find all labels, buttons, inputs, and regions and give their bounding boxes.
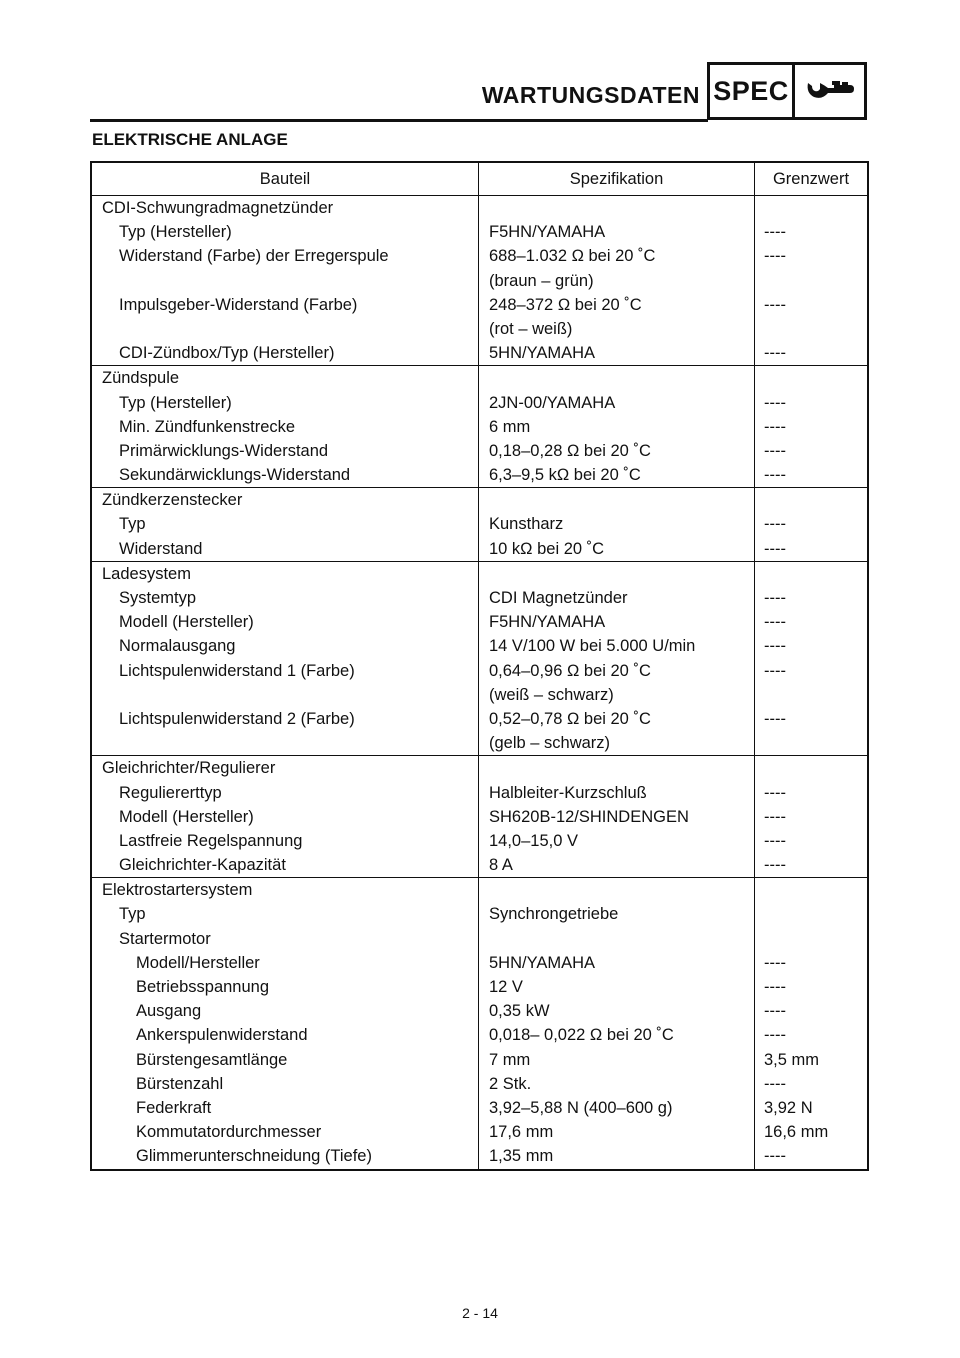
part-cell: Primärwicklungs-Widerstand <box>119 441 329 460</box>
part-cell: CDI-Zündbox/Typ (Hersteller) <box>119 344 335 363</box>
limit-cell: ---- <box>764 953 786 972</box>
part-cell: Betriebsspannung <box>136 978 270 996</box>
limit-cell: ---- <box>764 1026 786 1045</box>
spec-table <box>90 161 869 1171</box>
limit-cell: ---- <box>764 978 786 996</box>
limit-column <box>755 488 867 561</box>
limit-cell: ---- <box>764 344 786 363</box>
limit-cell: ---- <box>764 515 786 534</box>
limit-cell <box>755 317 867 341</box>
column-header-part: Bauteil <box>92 163 479 195</box>
part-cell: Typ (Hersteller) <box>119 393 232 412</box>
header-rule <box>90 119 708 122</box>
part-cell: Ankerspulenwiderstand <box>136 1026 308 1045</box>
limit-column <box>755 878 867 1168</box>
part-cell: Kommutatordurchmesser <box>136 1123 322 1142</box>
page-number: 2 - 14 <box>462 1305 498 1321</box>
part-cell: Startermotor <box>119 929 211 948</box>
spec-cell: (gelb – schwarz) <box>489 734 611 753</box>
spec-cell: (weiß – schwarz) <box>489 685 614 704</box>
spec-cell: 14,0–15,0 V <box>489 831 578 850</box>
part-cell: Systemtyp <box>119 589 197 607</box>
limit-cell <box>755 902 867 926</box>
part-cell: Modell/Hersteller <box>136 953 260 972</box>
limit-cell <box>755 927 867 951</box>
limit-cell: ---- <box>764 466 786 485</box>
limit-cell: ---- <box>764 539 786 558</box>
spec-cell: 5HN/YAMAHA <box>489 953 596 972</box>
part-cell: Bürstenzahl <box>136 1074 224 1093</box>
part-cell: Typ (Hersteller) <box>119 223 232 242</box>
limit-cell: ---- <box>764 613 786 632</box>
limit-cell <box>755 366 867 390</box>
limit-cell <box>755 562 867 586</box>
limit-cell: ---- <box>764 295 786 314</box>
table-header <box>92 163 867 196</box>
limit-column <box>755 366 867 487</box>
spec-cell: 2 Stk. <box>489 1074 532 1093</box>
part-cell: Reguliererttyp <box>119 783 222 802</box>
section-title: ELEKTRISCHE ANLAGE <box>92 130 288 149</box>
spec-icon-cell <box>795 65 864 117</box>
spec-cell: 3,92–5,88 N (400–600 g) <box>489 1098 673 1117</box>
part-cell: Bürstengesamtlänge <box>136 1050 288 1069</box>
limit-cell: ---- <box>764 393 786 412</box>
limit-cell: ---- <box>764 1147 786 1166</box>
part-cell: Normalausgang <box>119 637 236 656</box>
part-column <box>92 488 479 561</box>
limit-cell <box>755 269 867 293</box>
part-cell: Modell (Hersteller) <box>119 613 254 632</box>
limit-column <box>755 562 867 756</box>
limit-cell: ---- <box>764 247 786 266</box>
part-cell: Ausgang <box>136 1002 202 1021</box>
spec-cell: 6 mm <box>489 417 531 436</box>
spec-cell: Halbleiter-Kurzschluß <box>489 783 647 802</box>
part-cell: Federkraft <box>136 1098 212 1117</box>
spec-cell: 14 V/100 W bei 5.000 U/min <box>489 637 696 656</box>
part-cell: Widerstand <box>119 539 203 558</box>
limit-cell: ---- <box>764 417 786 436</box>
limit-cell: ---- <box>764 831 786 850</box>
part-cell: Widerstand (Farbe) der Erregerspule <box>119 247 389 266</box>
part-cell: Typ <box>119 515 146 534</box>
spec-cell: 6,3–9,5 kΩ bei 20 ˚C <box>489 466 641 485</box>
part-column <box>92 756 479 877</box>
table-group <box>92 562 867 757</box>
limit-cell <box>755 683 867 707</box>
part-cell: Min. Zündfunkenstrecke <box>119 417 296 436</box>
spec-cell: (braun – grün) <box>489 271 594 290</box>
spec-column <box>479 562 755 756</box>
spec-cell: Synchrongetriebe <box>489 905 619 924</box>
limit-cell: ---- <box>764 856 786 875</box>
column-header-limit: Grenzwert <box>772 169 850 188</box>
part-cell: Sekundärwicklungs-Widerstand <box>119 466 351 485</box>
limit-cell: ---- <box>764 1002 786 1021</box>
spec-cell: 0,52–0,78 Ω bei 20 ˚C <box>489 709 651 728</box>
part-cell: Gleichrichter-Kapazität <box>119 856 286 875</box>
part-column <box>92 562 479 756</box>
limit-cell: ---- <box>764 441 786 460</box>
part-cell: Glimmerunterschneidung (Tiefe) <box>136 1147 372 1166</box>
spec-cell: CDI Magnetzünder <box>489 589 628 607</box>
table-group <box>92 878 867 1168</box>
limit-cell: ---- <box>764 589 786 607</box>
limit-column <box>755 196 867 365</box>
spec-cell: (rot – weiß) <box>489 319 573 338</box>
part-cell: CDI-Schwungradmagnetzünder <box>102 199 334 217</box>
spec-cell: 17,6 mm <box>489 1123 554 1142</box>
limit-cell: ---- <box>764 807 786 826</box>
part-column <box>92 878 479 1168</box>
spec-cell <box>479 562 754 586</box>
spec-cell: 0,35 kW <box>489 1002 550 1021</box>
spec-cell <box>479 927 754 951</box>
part-column <box>92 366 479 487</box>
spec-cell: F5HN/YAMAHA <box>489 613 606 632</box>
spec-badge-label: SPEC <box>710 65 795 117</box>
part-cell: Lichtspulenwiderstand 2 (Farbe) <box>119 709 355 728</box>
part-cell: Ladesystem <box>102 564 191 583</box>
spec-cell <box>479 196 754 220</box>
spec-cell: F5HN/YAMAHA <box>489 223 606 242</box>
spec-column <box>479 878 755 1168</box>
limit-cell: ---- <box>764 1074 786 1093</box>
spec-cell: 248–372 Ω bei 20 ˚C <box>489 295 642 314</box>
limit-cell <box>755 878 867 902</box>
limit-cell: ---- <box>764 783 786 802</box>
part-cell: Lastfreie Regelspannung <box>119 831 303 850</box>
spec-badge <box>707 62 867 120</box>
part-cell: Zündkerzenstecker <box>102 491 243 510</box>
spec-cell <box>479 366 754 390</box>
spec-cell: 1,35 mm <box>489 1147 554 1166</box>
spec-cell <box>479 488 754 512</box>
part-cell <box>92 731 478 755</box>
header-title: WARTUNGSDATEN <box>481 82 700 108</box>
spec-cell: SH620B-12/SHINDENGEN <box>489 807 689 826</box>
part-cell: Zündspule <box>102 369 180 388</box>
part-cell <box>92 269 478 293</box>
spec-cell: 5HN/YAMAHA <box>489 344 596 363</box>
spec-cell: 12 V <box>489 978 523 996</box>
spec-cell: 0,018– 0,022 Ω bei 20 ˚C <box>489 1026 674 1045</box>
spec-column <box>479 488 755 561</box>
spec-cell: 688–1.032 Ω bei 20 ˚C <box>489 247 656 266</box>
spec-cell: Kunstharz <box>489 515 564 534</box>
spec-cell <box>479 756 754 780</box>
spec-cell <box>479 878 754 902</box>
spec-column <box>479 366 755 487</box>
limit-cell: ---- <box>764 223 786 242</box>
part-cell: Impulsgeber-Widerstand (Farbe) <box>119 295 358 314</box>
limit-cell: 16,6 mm <box>764 1123 829 1142</box>
spec-cell: 8 A <box>489 856 513 875</box>
limit-cell: 3,92 N <box>764 1098 813 1117</box>
table-group <box>92 488 867 562</box>
table-group <box>92 756 867 878</box>
spec-column <box>479 196 755 365</box>
limit-cell: ---- <box>764 661 786 680</box>
limit-cell: ---- <box>764 709 786 728</box>
spec-column <box>479 756 755 877</box>
limit-cell <box>755 731 867 755</box>
column-header-spec: Spezifikation <box>479 163 755 195</box>
limit-cell <box>755 196 867 220</box>
spec-cell: 2JN-00/YAMAHA <box>489 393 616 412</box>
limit-cell: 3,5 mm <box>764 1050 820 1069</box>
part-cell: Gleichrichter/Regulierer <box>102 759 276 778</box>
table-group <box>92 196 867 366</box>
part-cell <box>92 317 478 341</box>
spec-cell: 7 mm <box>489 1050 531 1069</box>
spec-cell: 10 kΩ bei 20 ˚C <box>489 539 605 558</box>
spec-cell: 0,64–0,96 Ω bei 20 ˚C <box>489 661 651 680</box>
limit-cell <box>755 756 867 780</box>
part-column <box>92 196 479 365</box>
wrench-icon <box>804 79 856 103</box>
limit-cell: ---- <box>764 637 786 656</box>
limit-cell <box>755 488 867 512</box>
part-cell: Typ <box>119 905 146 924</box>
table-group <box>92 366 867 488</box>
part-cell: Elektrostartersystem <box>102 881 253 900</box>
spec-cell: 0,18–0,28 Ω bei 20 ˚C <box>489 441 651 460</box>
part-cell: Modell (Hersteller) <box>119 807 254 826</box>
part-cell: Lichtspulenwiderstand 1 (Farbe) <box>119 661 355 680</box>
limit-column <box>755 756 867 877</box>
part-cell <box>92 683 478 707</box>
